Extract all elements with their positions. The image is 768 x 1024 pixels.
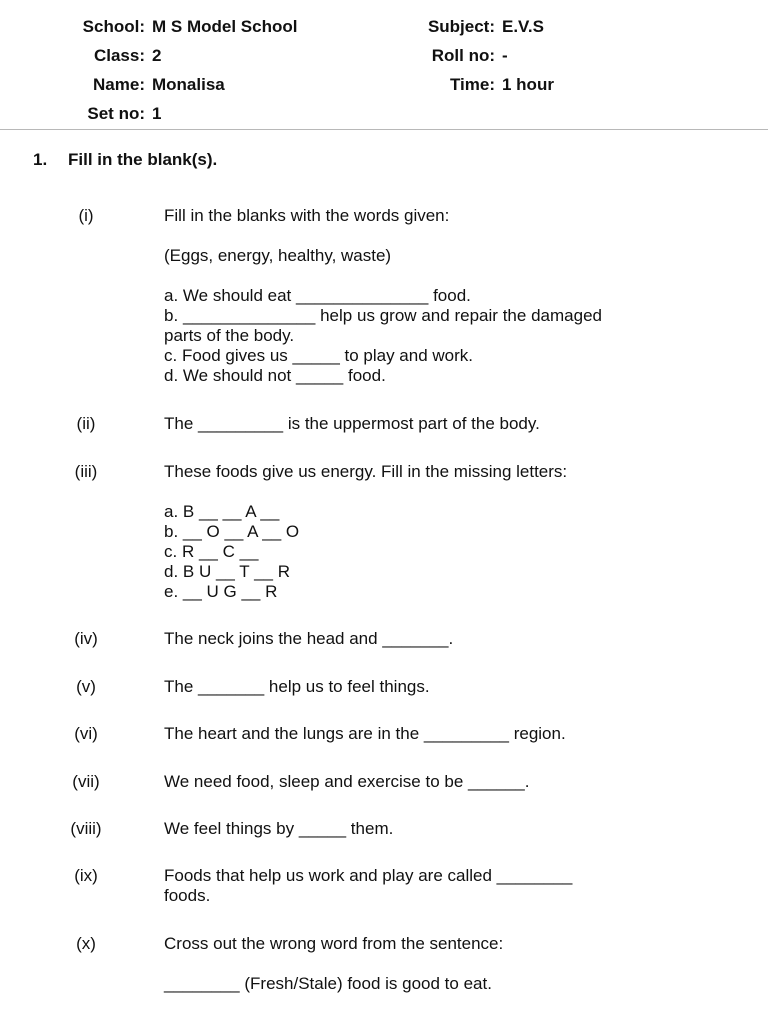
item-instruction: Cross out the wrong word from the sentence: xyxy=(164,934,504,953)
item-body xyxy=(164,206,602,386)
item-number: (iii) xyxy=(74,462,98,481)
item-number: (ii) xyxy=(76,414,96,433)
question-number: 1. xyxy=(33,150,48,169)
subject-value: E.V.S xyxy=(502,17,544,36)
time-label: Time: xyxy=(449,75,495,94)
item-text: The heart and the lungs are in the _________ region. xyxy=(164,724,566,743)
missing-letters-a: a. B __ __ A __ xyxy=(164,502,280,521)
missing-letters-c: c. R __ C __ xyxy=(164,542,259,561)
school-label: School: xyxy=(82,17,145,36)
set-value: 1 xyxy=(152,104,162,123)
sub-question-d: d. We should not _____ food. xyxy=(164,366,386,385)
item-body xyxy=(164,934,602,994)
item-instruction: Fill in the blanks with the words given: xyxy=(164,206,450,225)
class-value: 2 xyxy=(152,46,162,65)
name-label: Name: xyxy=(93,75,145,94)
school-value: M S Model School xyxy=(152,17,298,36)
item-body xyxy=(164,462,602,602)
item-text: The _________ is the uppermost part of the body. xyxy=(164,414,540,433)
roll-value: - xyxy=(502,46,508,65)
item-number: (x) xyxy=(76,934,96,953)
sub-question-c: c. Food gives us _____ to play and work. xyxy=(164,346,474,365)
subject-label: Subject: xyxy=(427,17,495,36)
header-divider xyxy=(0,129,768,130)
item-number: (viii) xyxy=(70,819,102,838)
item-number: (i) xyxy=(78,206,94,225)
item-number: (v) xyxy=(76,677,96,696)
class-label: Class: xyxy=(93,46,145,65)
item-number: (iv) xyxy=(74,629,98,648)
header-roll-row xyxy=(0,46,700,68)
item-number: (vi) xyxy=(74,724,98,743)
missing-letters-d: d. B U __ T __ R xyxy=(164,562,290,581)
word-bank: (Eggs, energy, healthy, waste) xyxy=(164,246,392,265)
header-time-row xyxy=(0,75,700,97)
sub-question-b: b. ______________ help us grow and repair the damaged parts of the body. xyxy=(164,306,602,345)
item-number: (ix) xyxy=(74,866,98,885)
time-value: 1 hour xyxy=(502,75,554,94)
missing-letters-e: e. __ U G __ R xyxy=(164,582,278,601)
item-text: The neck joins the head and _______. xyxy=(164,629,454,648)
item-number: (vii) xyxy=(72,772,100,791)
header-set-row xyxy=(0,104,400,126)
roll-label: Roll no: xyxy=(431,46,495,65)
header-subject-row xyxy=(0,17,700,39)
item-sentence: ________ (Fresh/Stale) food is good to eat. xyxy=(164,974,492,993)
item-text: We feel things by _____ them. xyxy=(164,819,394,838)
sub-question-a: a. We should eat ______________ food. xyxy=(164,286,471,305)
item-text: The _______ help us to feel things. xyxy=(164,677,430,696)
missing-letters-b: b. __ O __ A __ O xyxy=(164,522,300,541)
item-text: Foods that help us work and play are called ________ foods. xyxy=(164,866,573,905)
question-title: Fill in the blank(s). xyxy=(68,150,218,169)
question-heading xyxy=(33,150,217,170)
item-instruction: These foods give us energy. Fill in the missing letters: xyxy=(164,462,568,481)
name-value: Monalisa xyxy=(152,75,225,94)
item-text: We need food, sleep and exercise to be ______. xyxy=(164,772,530,791)
set-label: Set no: xyxy=(87,104,145,123)
